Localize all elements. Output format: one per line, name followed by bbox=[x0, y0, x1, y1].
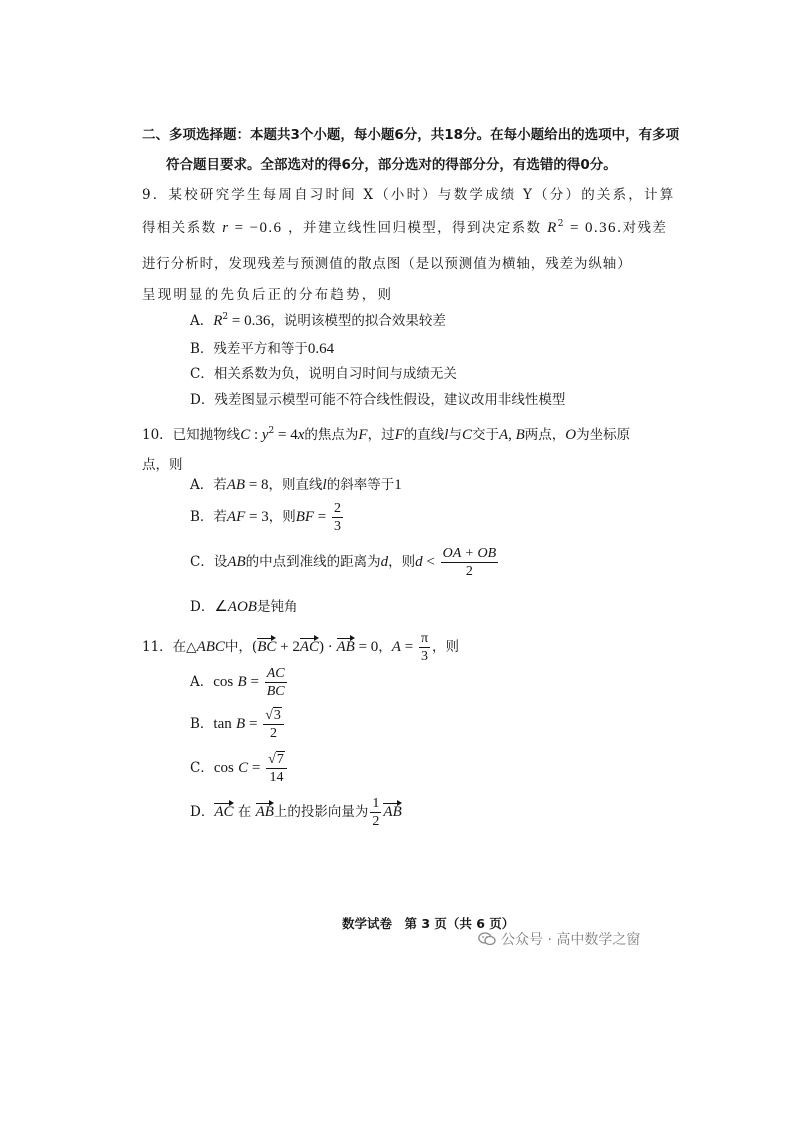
q10-line2: 点，则 bbox=[142, 457, 183, 473]
q11-option-b: B．tan B = $\frac{√3}{2}$ bbox=[190, 707, 286, 742]
vector-ab: AB bbox=[383, 804, 402, 820]
q9-option-c: C．相关系数为负，说明自习时间与成绩无关 bbox=[190, 366, 457, 382]
q9-line4: 呈现明显的先负后正的分布趋势，则 bbox=[142, 287, 394, 303]
fraction: $\frac{\pi}{3}$ bbox=[420, 631, 429, 664]
q10-option-a: A．若AB = 8，则直线l的斜率等于1 bbox=[190, 477, 402, 493]
fraction: $\frac{OA + OB}{2}$ bbox=[442, 546, 497, 579]
sqrt-symbol: √7 bbox=[268, 752, 284, 767]
q9-option-d: D．残差图显示模型可能不符合线性假设，建议改用非线性模型 bbox=[190, 392, 566, 408]
q10-option-d: D．∠AOB是钝角 bbox=[190, 599, 298, 615]
q10-line1: 10．已知抛物线C : $y^2 = 4x$的焦点为F，过F的直线l与C交于A, B两点，O为坐标原 bbox=[142, 426, 631, 443]
q9-option-b: B．残差平方和等于0.64 bbox=[190, 341, 335, 357]
q11-option-a: A．cos B = $\frac{AC}{BC}$ bbox=[190, 666, 285, 699]
q11-option-c: C．cos C = $\frac{√7}{14}$ bbox=[190, 751, 289, 786]
section-heading-line2: 符合题目要求。全部选对的得6分，部分选对的得部分分，有选错的得0分。 bbox=[166, 157, 617, 173]
vector-bc: BC bbox=[257, 639, 277, 655]
vector-ac: AC bbox=[299, 639, 319, 655]
q10-option-c: C．设AB的中点到准线的距离为d，则d < $\frac{OA + OB}{2}$ bbox=[190, 546, 497, 579]
q11-option-d: D．AC 在 AB上的投影向量为 $\frac{1}{2}$ AB bbox=[190, 796, 402, 829]
q9-line3: 进行分析时，发现残差与预测值的散点图（是以预测值为横轴，残差为纵轴） bbox=[142, 256, 632, 272]
page-footer: 数学试卷 第 3 页（共 6 页） bbox=[342, 916, 515, 931]
vector-ab: AB bbox=[336, 639, 355, 655]
q9-line1: 9．某校研究学生每周自习时间 X（小时）与数学成绩 Y（分）的关系，计算 bbox=[142, 187, 676, 203]
q9-option-a: A．$R^2 = 0.36$，说明该模型的拟合效果较差 bbox=[190, 312, 446, 329]
q9-line2: 得相关系数 r = −0.6 ，并建立线性回归模型，得到决定系数 $R^2 = 0.36$.对残差 bbox=[142, 219, 668, 236]
fraction: $\frac{AC}{BC}$ bbox=[266, 666, 285, 699]
fraction: $\frac{1}{2}$ bbox=[372, 796, 380, 829]
watermark: 公众号 · 高中数学之窗 bbox=[478, 929, 640, 949]
q11-line1: 11．在△ABC中，(BC + 2AC) · AB = 0，A = $\frac{\pi}{3}$ ，则 bbox=[142, 631, 460, 664]
q10-option-b: B．若AF = 3，则BF = $\frac{2}{3}$ bbox=[190, 501, 342, 534]
fraction: $\frac{2}{3}$ bbox=[334, 501, 342, 534]
vector-ac: AC bbox=[214, 804, 234, 820]
fraction: $\frac{√3}{2}$ bbox=[263, 707, 284, 742]
sqrt-symbol: √3 bbox=[265, 708, 281, 723]
wechat-icon bbox=[478, 932, 496, 946]
fraction: $\frac{√7}{14}$ bbox=[266, 751, 287, 786]
section-heading-line1: 二、多项选择题：本题共3个小题，每小题6分，共18分。在每小题给出的选项中，有多项 bbox=[142, 127, 680, 143]
vector-ab: AB bbox=[255, 804, 274, 820]
